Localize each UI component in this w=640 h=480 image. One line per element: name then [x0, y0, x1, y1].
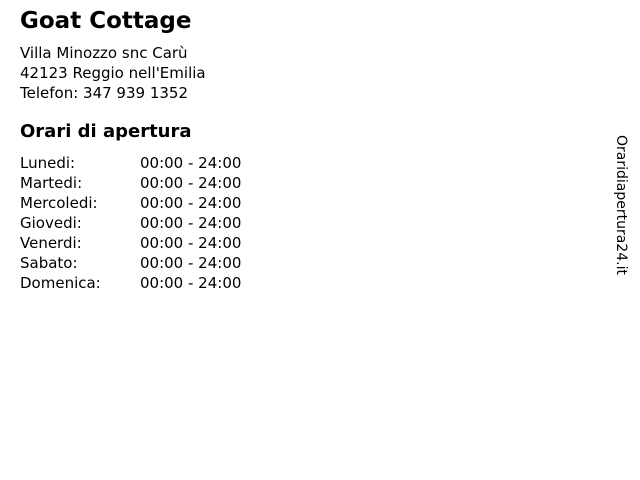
- hours-row: [20, 213, 241, 233]
- day-hours: 00:00 - 24:00: [140, 274, 242, 292]
- day-label: Mercoledi:: [20, 194, 98, 212]
- day-label: Lunedi:: [20, 154, 76, 172]
- opening-hours-table: [20, 153, 241, 293]
- hours-row: [20, 233, 241, 253]
- page-title: Goat Cottage: [20, 8, 192, 34]
- day-hours: 00:00 - 24:00: [140, 234, 242, 252]
- day-label: Venerdi:: [20, 234, 82, 252]
- hours-row: [20, 193, 241, 213]
- day-hours: 00:00 - 24:00: [140, 254, 242, 272]
- phone-number: Telefon: 347 939 1352: [20, 84, 188, 102]
- business-info-panel: [20, 8, 241, 293]
- day-hours: 00:00 - 24:00: [140, 174, 242, 192]
- day-hours: 00:00 - 24:00: [140, 214, 242, 232]
- hours-row: [20, 173, 241, 193]
- hours-row: [20, 253, 241, 273]
- opening-hours-heading: Orari di apertura: [20, 121, 192, 142]
- day-label: Sabato:: [20, 254, 78, 272]
- address-street: Villa Minozzo snc Carù: [20, 44, 188, 62]
- hours-row: [20, 273, 241, 293]
- day-label: Giovedi:: [20, 214, 82, 232]
- day-label: Domenica:: [20, 274, 101, 292]
- watermark-site-name: Oraridiapertura24.it: [613, 135, 629, 275]
- day-hours: 00:00 - 24:00: [140, 154, 242, 172]
- hours-row: [20, 153, 241, 173]
- address-city: 42123 Reggio nell'Emilia: [20, 64, 206, 82]
- day-label: Martedi:: [20, 174, 83, 192]
- day-hours: 00:00 - 24:00: [140, 194, 242, 212]
